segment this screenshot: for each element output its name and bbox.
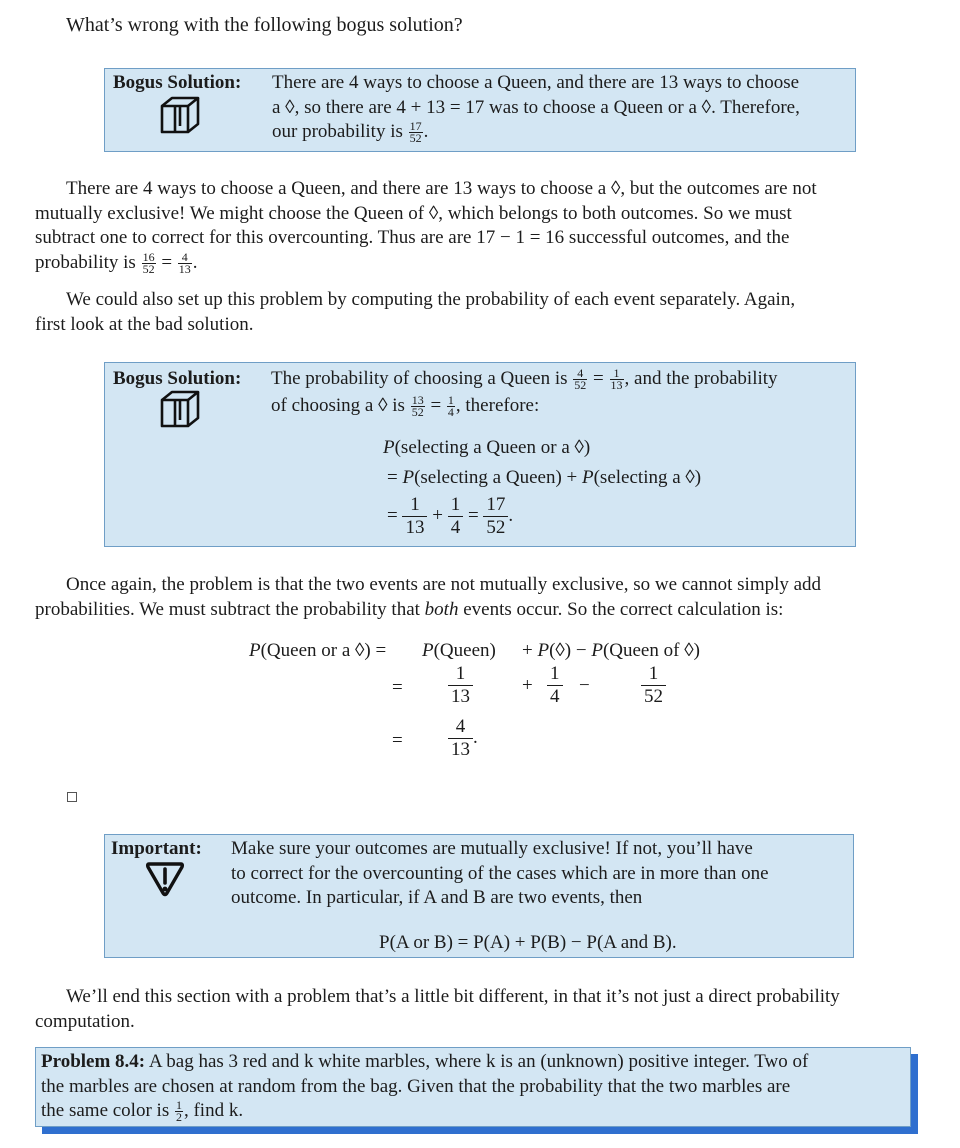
bogus-solution-box-1 <box>104 68 856 152</box>
correct-calc-equals-3: = <box>392 730 403 751</box>
correct-calc-frac-1-4: $\frac{1}{4}$ <box>547 663 563 708</box>
correct-calc-plus: + <box>522 675 533 696</box>
paragraph-separate-events: We could also set up this problem by computing the probability of each event separately. Again, first look at the bad solution. <box>35 289 796 335</box>
bogus-1-line-3: our probability is $\frac{17}{52}$ . <box>272 119 429 146</box>
fraction-17-52: $\frac{17}{52}$ <box>409 119 422 146</box>
correct-calc-row-1: P(Queen or a ◊) = <box>249 640 387 661</box>
bogus-1-line-2: a ◊, so there are 4 + 13 = 17 was to choose a Queen or a ◊. Therefore, <box>272 96 800 118</box>
bogus-2-line-2: of choosing a ◊ is $\frac{13}{52}$ = $\frac{1}{4}$ , therefore: <box>271 393 540 420</box>
correct-calc-equals-2: = <box>392 677 403 698</box>
bogus-2-equation-3: = $\frac{1}{13}$ + $\frac{1}{4}$ = $\frac{17}{52}$ . <box>387 494 514 538</box>
end-of-proof-square-icon <box>67 792 77 802</box>
bogus-solution-label: Bogus Solution: <box>113 368 242 389</box>
correct-calc-term-2-3: + P(◊) − P(Queen of ◊) <box>522 640 700 661</box>
bogus-solution-box-2 <box>104 362 856 547</box>
important-formula: P(A or B) = P(A) + P(B) − P(A and B). <box>379 932 677 953</box>
important-box <box>104 834 854 958</box>
problem-line-1: Problem 8.4: A bag has 3 red and k white marbles, where k is an (unknown) positive integer. Two of <box>41 1051 809 1072</box>
correct-calc-term-1: P(Queen) <box>422 640 496 661</box>
bogus-2-equation-1: P(selecting a Queen or a ◊) <box>383 437 591 458</box>
bogus-1-line-1: There are 4 ways to choose a Queen, and there are 13 ways to choose <box>272 72 800 93</box>
problem-8-4-box <box>35 1047 911 1127</box>
paragraph-not-exclusive: Once again, the problem is that the two events are not mutually exclusive, so we cannot simply add probabilities. We must subtract the probability that both events occur. So the correct calculation is: <box>35 574 822 620</box>
warning-icon <box>144 859 186 899</box>
important-line-1: Make sure your outcomes are mutually exclusive! If not, you’ll have <box>231 838 753 859</box>
important-label: Important: <box>111 838 202 859</box>
cube-icon <box>158 96 204 136</box>
correct-calc-minus: − <box>579 675 590 696</box>
correct-calc-frac-4-13: $\frac{4}{13}$ . <box>448 716 478 761</box>
intro-question: What’s wrong with the following bogus solution? <box>66 14 463 36</box>
problem-line-2: the marbles are chosen at random from the bag. Given that the probability that the two marbles are <box>41 1075 791 1097</box>
important-line-3: outcome. In particular, if A and B are two events, then <box>231 887 643 908</box>
correct-calc-frac-1-52: $\frac{1}{52}$ <box>641 663 666 708</box>
bogus-2-equation-2: = P(selecting a Queen) + P(selecting a ◊) <box>387 467 702 488</box>
paragraph-overcounting: There are 4 ways to choose a Queen, and there are 13 ways to choose a ◊, but the outcomes are not mutually exclusive! We might choose the Queen of ◊, which belongs to both outcomes. So we must subtract one to correct for this overcounting. Thus are are 17 − 1 = 16 successful outcomes, and the probability is $\frac{16}{52}$ = $\frac{4}{13}$ . <box>35 178 817 276</box>
correct-calc-frac-1-13: $\frac{1}{13}$ <box>448 663 473 708</box>
important-line-2: to correct for the overcounting of the cases which are in more than one <box>231 862 769 884</box>
bogus-2-line-1: The probability of choosing a Queen is $\frac{4}{52}$ = $\frac{1}{13}$ , and the probability <box>271 366 778 393</box>
problem-line-3: the same color is $\frac{1}{2}$ , find k. <box>41 1098 244 1125</box>
paragraph-section-end: We’ll end this section with a problem that’s a little bit different, in that it’s not just a direct probability computation. <box>35 986 840 1032</box>
bogus-solution-label: Bogus Solution: <box>113 72 242 93</box>
cube-icon <box>158 390 204 430</box>
